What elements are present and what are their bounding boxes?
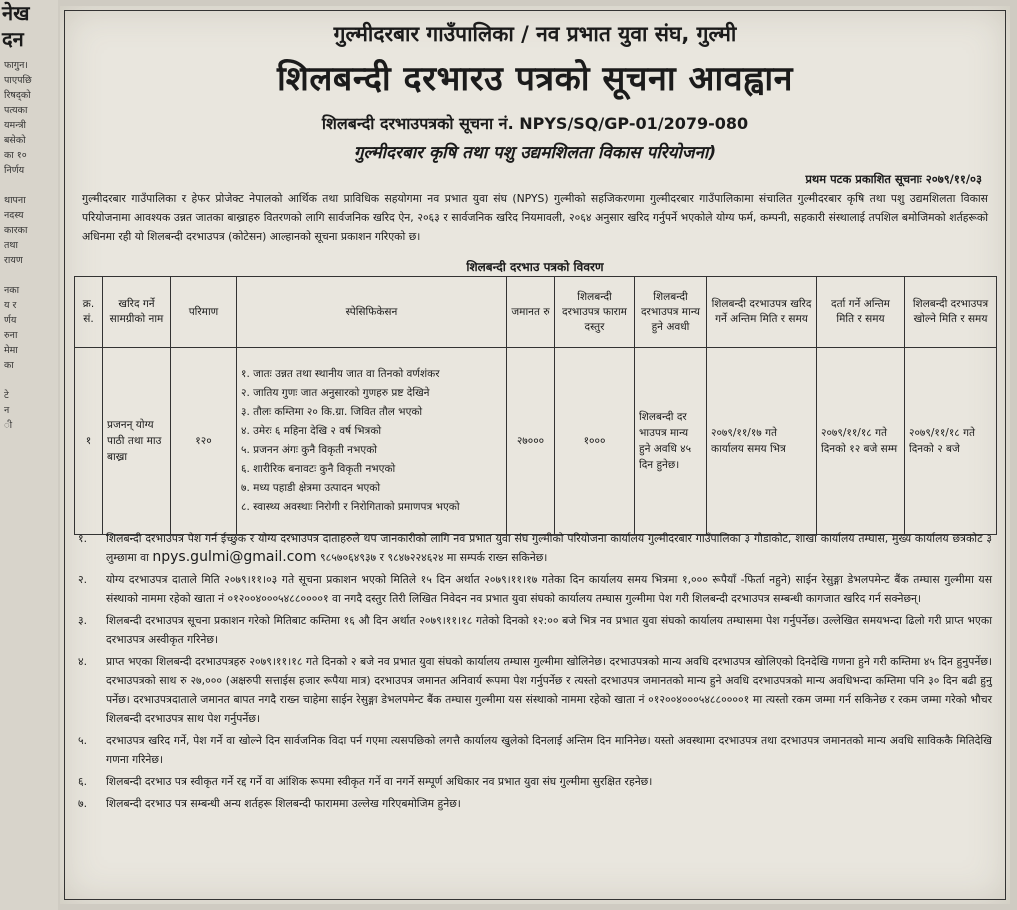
adjacent-text-fragment	[4, 373, 58, 388]
table-header-row	[75, 277, 997, 348]
adjacent-text-fragment: ी	[4, 420, 13, 431]
adjacent-text-fragment: टे	[4, 390, 9, 401]
terms-list	[72, 529, 992, 816]
adjacent-text-fragment: बसेको	[4, 135, 26, 146]
tender-notice	[60, 6, 1010, 904]
term-number: १.	[78, 532, 88, 545]
cell-sn: १	[75, 348, 103, 535]
adjacent-text-fragments	[0, 58, 58, 433]
spec-item: १. जातः उन्नत तथा स्थानीय जात वा तिनको वर्णशंकर	[241, 368, 440, 380]
adjacent-text-fragment: र्णय	[4, 315, 17, 326]
col-header-security: जमानत रु	[507, 277, 555, 348]
contact-email: npys.gulmi@gmail.com	[152, 549, 317, 565]
adjacent-text-fragment: का	[4, 360, 14, 371]
adjacent-heading-line: दन	[2, 27, 24, 51]
term-item	[72, 611, 992, 649]
term-text-part: ९८५७०६४९३७ र ९८४७२२४६२४ मा सम्पर्क राख्न सकिनेछ।	[316, 551, 548, 564]
spec-item: २. जातिय गुणः जात अनुसारको गुणहरु प्रष्ट देखिने	[241, 387, 430, 399]
adjacent-text-fragment: निर्णय	[4, 165, 25, 176]
col-header-form-fee: शिलबन्दी दरभाउपत्र फाराम दस्तुर	[555, 277, 635, 348]
adjacent-text-fragment: नका	[4, 285, 20, 296]
intro-paragraph: गुल्मीदरबार गाउँपालिका र हेफर प्रोजेक्ट नेपालको आर्थिक तथा प्राविधिक सहयोगमा नव प्रभात युवा संघ (NPYS) गुल्मीको सहजिकरणमा गुल्मीदरबार गाउँपालिकामा संचालित गुल्मीदरबार कृषि तथा पशु उद्यमशिलता विकास परियोजनामा आवश्यक उन्नत जातका बाख्राहरु वितरणको लागि सार्वजनिक खरिद ऐन, २०६३ र सार्वजनिक खरिद नियमावली, २०६४ अनुसार खरिद गर्नुपर्ने भएकोले योग्य फर्म, कम्पनी, सहकारी संस्थालाई तपशिल बमोजिमको शर्तहरूको अधिनमा रही यो शिलबन्दी दरभाउपत्र (कोटेसन) आल्हानको सूचना प्रकाशन गरिएको छ।	[82, 192, 988, 243]
cell-purchase-deadline: २०७९/११/१७ गते कार्यालय समय भित्र	[707, 348, 817, 535]
notice-title: शिलबन्दी दरभारउ पत्रको सूचना आवह्वान	[276, 59, 794, 99]
adjacent-text-fragment: पत्यका	[4, 105, 28, 116]
publish-date: प्रथम पटक प्रकाशित सूचनाः २०७९/११/०३	[805, 172, 982, 186]
col-header-quantity: परिमाण	[171, 277, 237, 348]
col-header-opening: शिलबन्दी दरभाउपत्र खोल्ने मिति र समय	[905, 277, 997, 348]
term-number: ७.	[78, 797, 88, 810]
organization-line: गुल्मीदरबार गाउँपालिका / नव प्रभात युवा संघ, गुल्मी	[333, 22, 737, 46]
spec-item: ६. शारीरिक बनावटः कुनै विकृती नभएको	[241, 463, 396, 475]
adjacent-text-fragment: रुना	[4, 330, 18, 341]
term-item	[72, 570, 992, 608]
term-item	[72, 772, 992, 791]
adjacent-text-fragment: न	[4, 405, 10, 416]
table-title: शिलबन्दी दरभाउ पत्रको विवरण	[466, 260, 604, 274]
cell-form-fee: १०००	[555, 348, 635, 535]
term-text	[106, 529, 992, 567]
adjacent-text-fragment: फागुन।	[4, 60, 29, 71]
project-name: गुल्मीदरबार कृषि तथा पशु उद्यमशिलता विकास परियोजना)	[353, 143, 717, 163]
cell-quantity: १२०	[171, 348, 237, 535]
term-text: दरभाउपत्र खरिद गर्ने, पेश गर्ने वा खोल्ने दिन सार्वजनिक विदा पर्न गएमा त्यसपछिको लगत्तै कार्यालय खुलेको दिनलाई अन्तिम दिन मानिनेछ। यस्तो अवस्थामा दरभाउपत्र तथा दरभाउपत्र जमानतको मान्य अवधि साविककै मितिदेखि गणना गरिनेछ।	[106, 734, 992, 766]
adjacent-text-fragment	[4, 268, 58, 283]
adjacent-text-fragment: पाएपछि	[4, 75, 32, 86]
adjacent-text-fragment: तथा	[4, 240, 18, 251]
adjacent-text-fragment: नदस्य	[4, 210, 24, 221]
term-item	[72, 652, 992, 728]
term-number: २.	[78, 573, 88, 586]
col-header-validity: शिलबन्दी दरभाउपत्र मान्य हुने अवधी	[635, 277, 707, 348]
adjacent-text-fragment: य र	[4, 300, 17, 311]
adjacent-text-fragment	[4, 178, 58, 193]
term-number: ४.	[78, 655, 88, 668]
cell-security: २७०००	[507, 348, 555, 535]
adjacent-text-fragment: यमन्त्री	[4, 120, 26, 131]
col-header-purchase-deadline: शिलबन्दी दरभाउपत्र खरिद गर्ने अन्तिम मिति र समय	[707, 277, 817, 348]
cell-item: प्रजनन् योग्य पाठी तथा माउ बाख्रा	[103, 348, 171, 535]
cell-specification	[237, 348, 507, 535]
col-header-item: खरिद गर्ने सामग्रीको नाम	[103, 277, 171, 348]
term-item	[72, 794, 992, 813]
bid-details-table	[74, 276, 997, 535]
spec-item: ८. स्वास्थ्य अवस्थाः निरोगी र निरोगिताको प्रमाणपत्र भएको	[241, 501, 460, 513]
spec-item: ५. प्रजनन अंगः कुनै विकृती नभएको	[241, 444, 377, 456]
adjacent-column-clipping	[0, 0, 58, 910]
term-text: शिलबन्दी दरभाउपत्र सूचना प्रकाशन गरेको मितिबाट कम्तिमा १६ औ दिन अर्थात २०७९।११।१८ गतेको दिनको १२:०० बजे भित्र नव प्रभात युवा संघको कार्यालय तम्घासमा पेश गर्नुपर्नेछ। उल्लेखित समयभन्दा ढिलो गरी प्राप्त भएका दरभाउपत्र अस्वीकृत गरिनेछ।	[106, 614, 992, 646]
cell-validity: शिलबन्दी दर भाउपत्र मान्य हुने अवधि ४५ दिन हुनेछ।	[635, 348, 707, 535]
adjacent-text-fragment: थापना	[4, 195, 26, 206]
spec-item: ३. तौलः कम्तिमा २० कि.ग्रा. जिवित तौल भएको	[241, 406, 423, 418]
adjacent-text-fragment: रिषद्को	[4, 90, 31, 101]
adjacent-text-fragment: कारका	[4, 225, 28, 236]
term-number: ६.	[78, 775, 88, 788]
cell-opening: २०७९/११/१८ गते दिनको २ बजे	[905, 348, 997, 535]
term-number: ३.	[78, 614, 88, 627]
col-header-registration-deadline: दर्ता गर्ने अन्तिम मिति र समय	[817, 277, 905, 348]
adjacent-text-fragment: रायण	[4, 255, 23, 266]
table-row	[75, 348, 997, 535]
adjacent-text-fragment: का १०	[4, 150, 27, 161]
term-item	[72, 731, 992, 769]
term-text: योग्य दरभाउपत्र दाताले मिति २०७९।११।०३ गते सूचना प्रकाशन भएको मितिले १५ दिन अर्थात २०७९।११।१७ गतेका दिन कार्यालय समय भित्रमा १,००० रूपैयाँ -फिर्ता नहुने) साईन रेसुङ्गा डेभलपमेन्ट बैंक तम्घास गुल्मीमा यस संस्थाको नाममा रहेको खाता नं ०१२००४०००५४८८००००१ वा नगदै दस्तुर तिरी लिखित निवेदन नव प्रभात युवा संघको कार्यालय तम्घास गुल्मीमा पेश गरी शिलबन्दी दरभाउपत्र सम्बन्धी कागजात खरिद गर्न सक्नेछन्।	[106, 573, 992, 605]
spec-item: ४. उमेरः ६ महिना देखि २ वर्ष भित्रको	[241, 425, 382, 437]
cell-registration-deadline: २०७९/११/१८ गते दिनको १२ बजे सम्म	[817, 348, 905, 535]
col-header-sn: क्र. सं.	[75, 277, 103, 348]
term-text: प्राप्त भएका शिलबन्दी दरभाउपत्रहरु २०७९।११।१८ गते दिनको २ बजे नव प्रभात युवा संघको कार्यालय तम्घास गुल्मीमा खोलिनेछ। दरभाउपत्रको मान्य अवधि दरभाउपत्र खोलिएको दिनदेखि गणना हुने गरी कम्तिमा ४५ दिन हुनुपर्नेछ। दरभाउपत्रको साथ रु २७,००० (अक्षरुपी सत्ताईस हजार रूपैया मात्र) दरभाउपत्र जमानत अनिवार्य रूपमा पेश गर्नुपर्नेछ र त्यस्तो दरभाउपत्र जमानतको मान्य हुने अवधि दरभाउपत्रको मान्य अवधिभन्दा कम्तिमा पनि ३० दिन बढी हुनु पर्नेछ। दरभाउपत्रदाताले जमानत बापत नगदै राख्न चाहेमा साईन रेसुङ्गा डेभलपमेन्ट बैंक तम्घास गुल्मीमा यस संस्थाको नाममा रहेको खाता नं ०१२००४०००५४८८००००१ मा त्यस्तो रकम जम्मा गर्न सकिनेछ र रकम जम्मा गरेको भौचर शिलबन्दी दरभाउपत्र साथ पेश गर्नुपर्नेछ।	[106, 655, 992, 725]
col-header-specification: स्पेसिफिकेसन	[237, 277, 507, 348]
adjacent-heading-line: नेख	[2, 1, 30, 25]
term-text: शिलबन्दी दरभाउ पत्र स्वीकृत गर्ने रद्द गर्ने वा आंशिक रूपमा स्वीकृत गर्ने वा नगर्ने सम्पूर्ण अधिकार नव प्रभात युवा संघ गुल्मीमा सुरक्षित रहनेछ।	[106, 775, 653, 788]
term-number: ५.	[78, 734, 88, 747]
notice-number: शिलबन्दी दरभाउपत्रको सूचना नं. NPYS/SQ/GP-01/2079-080	[321, 114, 749, 133]
term-text: शिलबन्दी दरभाउ पत्र सम्बन्धी अन्य शर्तहरू शिलबन्दी फाराममा उल्लेख गरिएबमोजिम हुनेछ।	[106, 797, 461, 810]
adjacent-text-fragment: मेमा	[4, 345, 18, 356]
spec-item: ७. मध्य पहाडी क्षेत्रमा उत्पादन भएको	[241, 482, 381, 494]
term-item	[72, 529, 992, 567]
term-text-part: शिलबन्दी दरभाउपत्र पेश गर्न ईच्छुक र योग्य दरभाउपत्र दाताहरुले थप जानकारीको लागि नव प्रभात युवा संघ गुल्मीको परियोजना कार्यालय गुल्मीदरबार गाउँपालिका ३ गौडाकोट, शाखा कार्यालय तम्घास, मुख्य कार्यालय छत्रकोट ३ लुम्छामा वा	[106, 532, 992, 564]
